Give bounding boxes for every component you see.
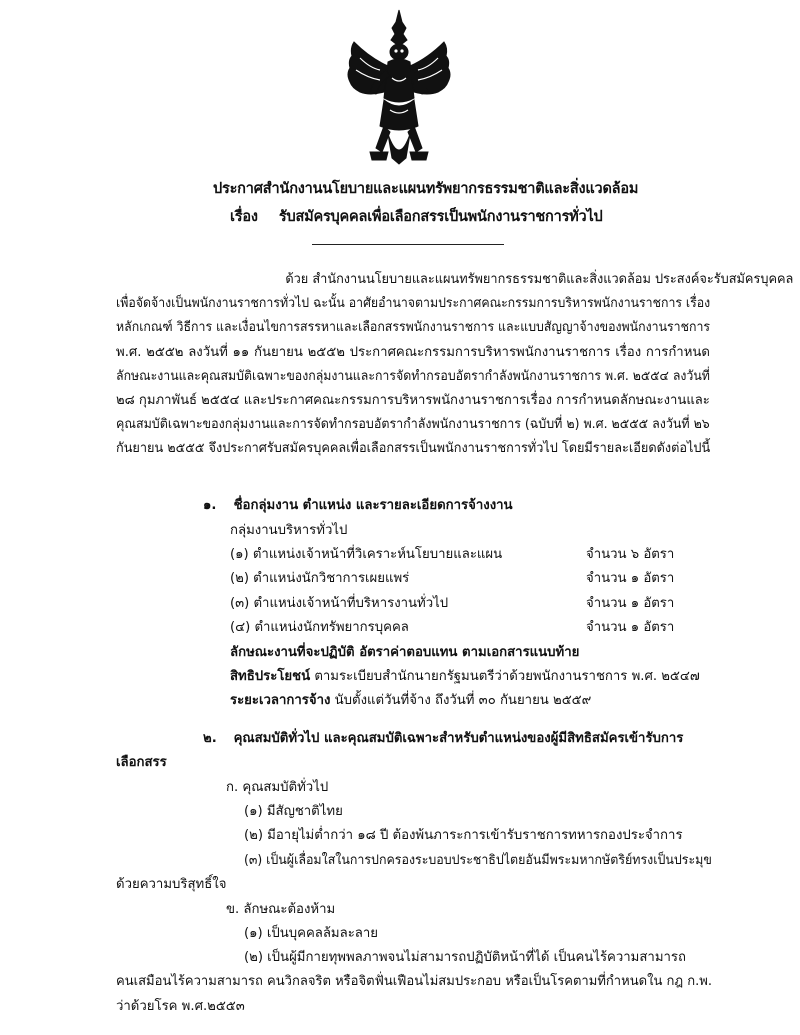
general-qualification-cont: ด้วยความบริสุทธิ์ใจ bbox=[116, 877, 227, 892]
section-2-title-cont: เลือกสรร bbox=[116, 755, 167, 770]
general-qualification: (๓) เป็นผู้เลื่อมใสในการปกครองระบอบประชาธิปไตยอันมีพระมหากษัตริย์ทรงเป็นประมุข bbox=[244, 853, 712, 868]
section-1-number: ๑. bbox=[203, 498, 217, 513]
prohibited-item-cont: คนเสมือนไร้ความสามารถ คนวิกลจริต หรือจิตฟั่นเฟือนไม่สมประกอบ หรือเป็นโรคตามที่กำหนดใน กฎ ก.พ. bbox=[116, 974, 713, 989]
section-2-heading bbox=[203, 727, 683, 748]
period-text: นับตั้งแต่วันที่จ้าง ถึงวันที่ ๓๐ กันยายน ๒๕๕๙ bbox=[334, 693, 592, 708]
announcement-subject bbox=[230, 205, 603, 228]
subject-text: รับสมัครบุคคลเพื่อเลือกสรรเป็นพนักงานราชการทั่วไป bbox=[278, 209, 603, 225]
prohibited-item: (๑) เป็นบุคคลล้มละลาย bbox=[244, 926, 378, 941]
section-1-heading bbox=[203, 494, 513, 515]
general-qualification: (๑) มีสัญชาติไทย bbox=[244, 804, 343, 819]
title-divider bbox=[312, 244, 504, 245]
position-quota: จำนวน ๑ อัตรา bbox=[586, 620, 675, 635]
period-label: ระยะเวลาการจ้าง bbox=[230, 693, 331, 708]
section-1-title: ชื่อกลุ่มงาน ตำแหน่ง และรายละเอียดการจ้างงาน bbox=[233, 498, 513, 513]
benefits-text: ตามระเบียบสำนักนายกรัฐมนตรีว่าด้วยพนักงานราชการ พ.ศ. ๒๕๔๗ bbox=[314, 669, 700, 684]
intro-line: ลักษณะงานและคุณสมบัติเฉพาะของกลุ่มงานและการจัดทำกรอบอัตรากำลังพนักงานราชการ พ.ศ. ๒๕๕๔ ลงวันที่ bbox=[116, 368, 710, 384]
duties-line: ลักษณะงานที่จะปฏิบัติ อัตราค่าตอบแทน ตามเอกสารแนบท้าย bbox=[230, 645, 580, 660]
intro-line: คุณสมบัติเฉพาะของกลุ่มงานและการจัดทำกรอบอัตรากำลังพนักงานราชการ (ฉบับที่ ๒) พ.ศ. ๒๕๕๕ ลงวันที่ ๒๖ bbox=[116, 417, 710, 433]
position-quota: จำนวน ๑ อัตรา bbox=[586, 571, 675, 586]
prohibited-item: (๒) เป็นผู้มีกายทุพพลภาพจนไม่สามารถปฏิบัติหน้าที่ได้ เป็นคนไร้ความสามารถ bbox=[244, 950, 686, 965]
benefits-line bbox=[230, 665, 700, 686]
subject-label: เรื่อง bbox=[230, 209, 258, 225]
announcement-title: ประกาศสำนักงานนโยบายและแผนทรัพยากรธรรมชาติและสิ่งแวดล้อม bbox=[213, 181, 639, 197]
general-qualifications-label: ก. คุณสมบัติทั่วไป bbox=[226, 780, 329, 795]
intro-paragraph bbox=[116, 268, 794, 462]
intro-line: เพื่อจัดจ้างเป็นพนักงานราชการทั่วไป ฉะนั้น อาศัยอำนาจตามประกาศคณะกรรมการบริหารพนักงานราชการ เรื่อง bbox=[116, 296, 711, 312]
intro-line: ๒๘ กุมภาพันธ์ ๒๕๕๔ และประกาศคณะกรรมการบริหารพนักงานราชการเรื่อง การกำหนดลักษณะงานและ bbox=[116, 393, 710, 409]
intro-line: กันยายน ๒๕๕๕ จึงประกาศรับสมัครบุคคลเพื่อเลือกสรรเป็นพนักงานราชการทั่วไป โดยมีรายละเอียดดังต่อไปนี้ bbox=[116, 441, 711, 457]
garuda-emblem bbox=[340, 8, 458, 168]
intro-line: พ.ศ. ๒๕๕๒ ลงวันที่ ๑๑ กันยายน ๒๕๕๒ ประกาศคณะกรรมการบริหารพนักงานราชการ เรื่อง การกำหนด bbox=[116, 344, 710, 360]
position-quota: จำนวน ๖ อัตรา bbox=[586, 547, 675, 562]
benefits-label: สิทธิประโยชน์ bbox=[230, 669, 311, 684]
position-name: (๓) ตำแหน่งเจ้าหน้าที่บริหารงานทั่วไป bbox=[230, 596, 449, 611]
section-2-title: คุณสมบัติทั่วไป และคุณสมบัติเฉพาะสำหรับตำแหน่งของผู้มีสิทธิสมัครเข้ารับการ bbox=[233, 731, 684, 746]
position-quota: จำนวน ๑ อัตรา bbox=[586, 596, 675, 611]
prohibited-label: ข. ลักษณะต้องห้าม bbox=[226, 902, 336, 917]
section-2-number: ๒. bbox=[203, 731, 217, 746]
prohibited-item-cont: ว่าด้วยโรค พ.ศ.๒๕๕๓ bbox=[116, 999, 245, 1014]
position-name: (๑) ตำแหน่งเจ้าหน้าที่วิเคราะห์นโยบายและแผน bbox=[230, 547, 503, 562]
work-group: กลุ่มงานบริหารทั่วไป bbox=[230, 523, 348, 538]
period-line bbox=[230, 689, 591, 710]
general-qualification: (๒) มีอายุไม่ต่ำกว่า ๑๘ ปี ต้องพ้นภาระการเข้ารับราชการทหารกองประจำการ bbox=[244, 828, 683, 843]
intro-line: หลักเกณฑ์ วิธีการ และเงื่อนไขการสรรหาและเลือกสรรพนักงานราชการ และแบบสัญญาจ้างของพนักงานราชการ bbox=[116, 320, 711, 336]
intro-line: ด้วย สำนักงานนโยบายและแผนทรัพยากรธรรมชาติและสิ่งแวดล้อม ประสงค์จะรับสมัครบุคคล bbox=[285, 272, 794, 287]
position-name: (๒) ตำแหน่งนักวิชาการเผยแพร่ bbox=[230, 571, 410, 586]
position-name: (๔) ตำแหน่งนักทรัพยากรบุคคล bbox=[230, 620, 409, 635]
